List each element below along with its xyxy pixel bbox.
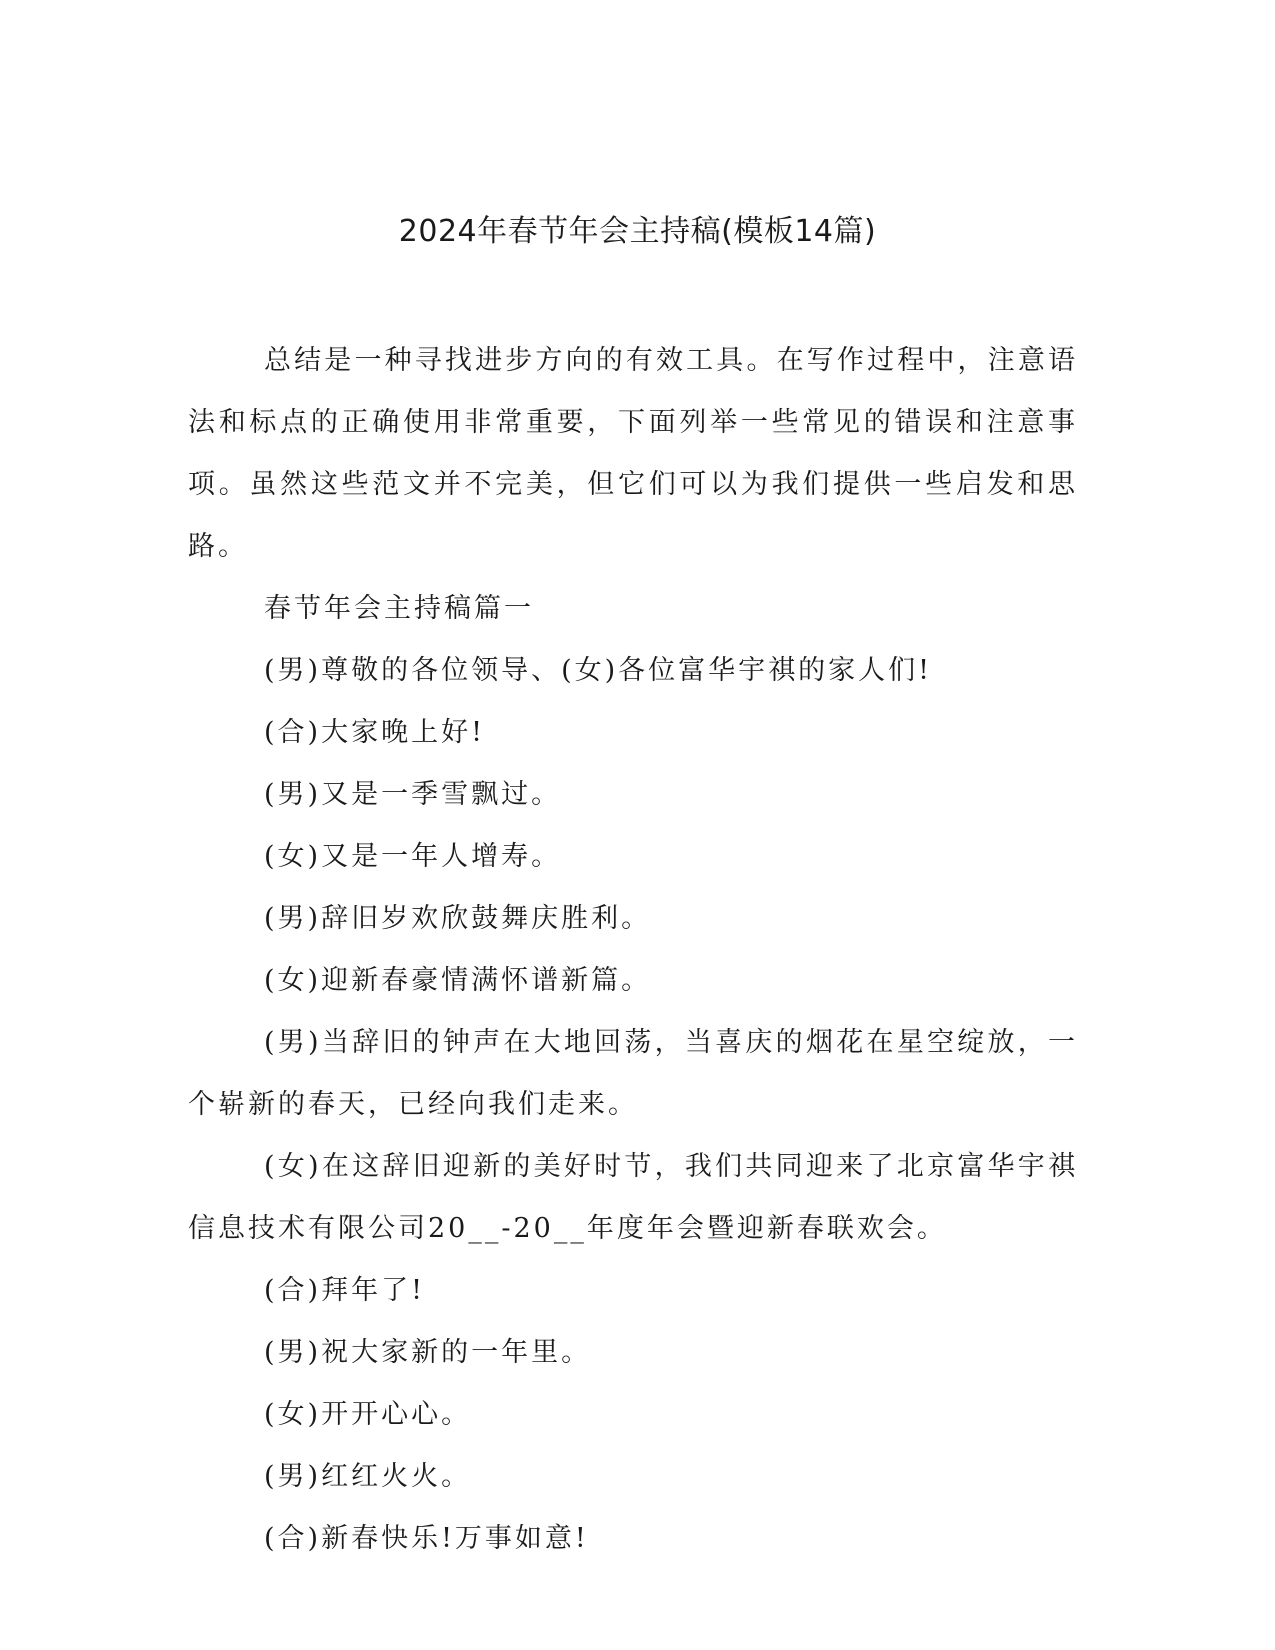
- intro-paragraph: 总结是一种寻找进步方向的有效工具。在写作过程中，注意语法和标点的正确使用非常重要，下面列举一些常见的错误和注意事项。虽然这些范文并不完美，但它们可以为我们提供一些启发和思路。: [188, 345, 1078, 562]
- section-heading: 春节年会主持稿篇一: [264, 593, 534, 624]
- script-line: (男)祝大家新的一年里。: [264, 1337, 592, 1368]
- document-body: [188, 330, 1078, 1570]
- script-line: (男)当辞旧的钟声在大地回荡，当喜庆的烟花在星空绽放，一个崭新的春天，已经向我们走来。: [188, 1027, 1078, 1120]
- script-line: (合)拜年了!: [264, 1275, 425, 1306]
- script-line: (男)尊敬的各位领导、(女)各位富华宇祺的家人们!: [264, 655, 932, 686]
- script-line: (合)大家晚上好!: [264, 717, 485, 748]
- script-line: (男)又是一季雪飘过。: [264, 779, 562, 810]
- script-line: (女)在这辞旧迎新的美好时节，我们共同迎来了北京富华宇祺信息技术有限公司20__-20__年度年会暨迎新春联欢会。: [188, 1151, 1078, 1244]
- document-title: 2024年春节年会主持稿(模板14篇): [398, 214, 877, 249]
- script-line: (女)迎新春豪情满怀谱新篇。: [264, 965, 652, 996]
- script-line: (男)辞旧岁欢欣鼓舞庆胜利。: [264, 903, 652, 934]
- script-line: (女)又是一年人增寿。: [264, 841, 562, 872]
- script-line: (女)开开心心。: [264, 1399, 472, 1430]
- script-line: (合)新春快乐!万事如意!: [264, 1523, 589, 1554]
- script-line: (男)红红火火。: [264, 1461, 472, 1492]
